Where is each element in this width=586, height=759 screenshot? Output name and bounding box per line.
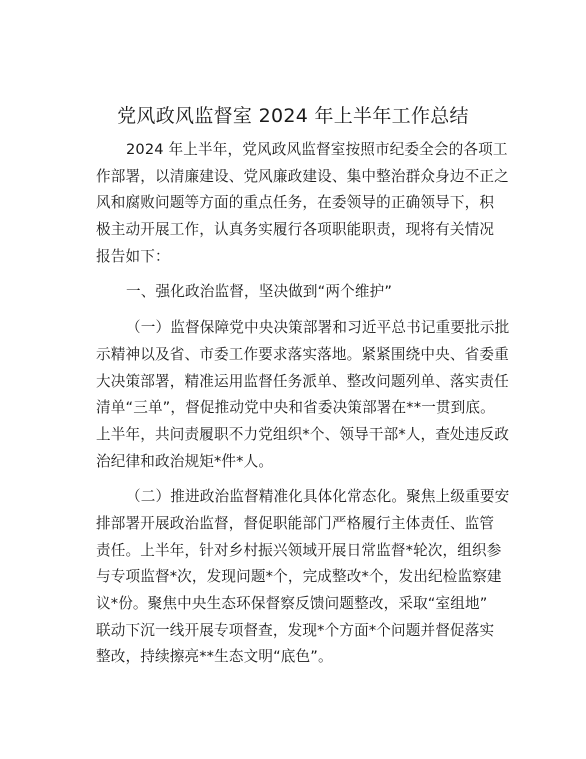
intro-line: 2024 年上半年，党风政风监督室按照市纪委全会的各项工 bbox=[126, 141, 508, 158]
paragraph-line: （二）推进政治监督精准化具体化常态化。聚焦上级重要安 bbox=[126, 488, 510, 506]
paragraph-line: 议*份。聚焦中央生态环保督察反馈问题整改，采取“室组地” bbox=[96, 595, 488, 612]
paragraph-line: 清单“三单”，督促推动党中央和省委决策部署在**一贯到底。 bbox=[96, 399, 495, 417]
paragraph-line: 与专项监督*次，发现问题*个，完成整改*个，发出纪检监察建 bbox=[96, 568, 502, 586]
paragraph-line: 示精神以及省、市委工作要求落实落地。紧紧围绕中央、省委重 bbox=[96, 345, 509, 363]
document-body bbox=[96, 137, 510, 671]
intro-line: 作部署，以清廉建设、党风廉政建设、集中整治群众身边不正之 bbox=[96, 167, 509, 185]
intro-line: 极主动开展工作，认真务实履行各项职能职责，现将有关情况 bbox=[96, 221, 495, 239]
paragraph-line: （一）监督保障党中央决策部署和习近平总书记重要批示批 bbox=[126, 319, 510, 337]
section-heading: 一、强化政治监督，坚决做到“两个维护” bbox=[126, 283, 393, 301]
paragraph-line: 上半年，共问责履职不力党组织*个、领导干部*人，查处违反政 bbox=[96, 425, 509, 443]
paragraph-line: 整改，持续擦亮**生态文明“底色”。 bbox=[96, 648, 333, 666]
document-title: 党风政风监督室 2024 年上半年工作总结 bbox=[117, 105, 469, 127]
paragraph-line: 大决策部署，精准运用监督任务派单、整改问题列单、落实责任 bbox=[96, 372, 509, 390]
intro-line: 报告如下： bbox=[96, 247, 170, 265]
paragraph-line: 责任。上半年，针对乡村振兴领域开展日常监督*轮次，组织参 bbox=[96, 541, 502, 559]
paragraph-line: 排部署开展政治监督，督促职能部门严格履行主体责任、监管 bbox=[96, 514, 495, 532]
paragraph-line: 联动下沉一线开展专项督查，发现*个方面*个问题并督促落实 bbox=[96, 621, 495, 639]
paragraph-line: 治纪律和政治规矩*件*人。 bbox=[96, 452, 274, 470]
intro-line: 风和腐败问题等方面的重点任务，在委领导的正确领导下，积 bbox=[96, 194, 495, 212]
